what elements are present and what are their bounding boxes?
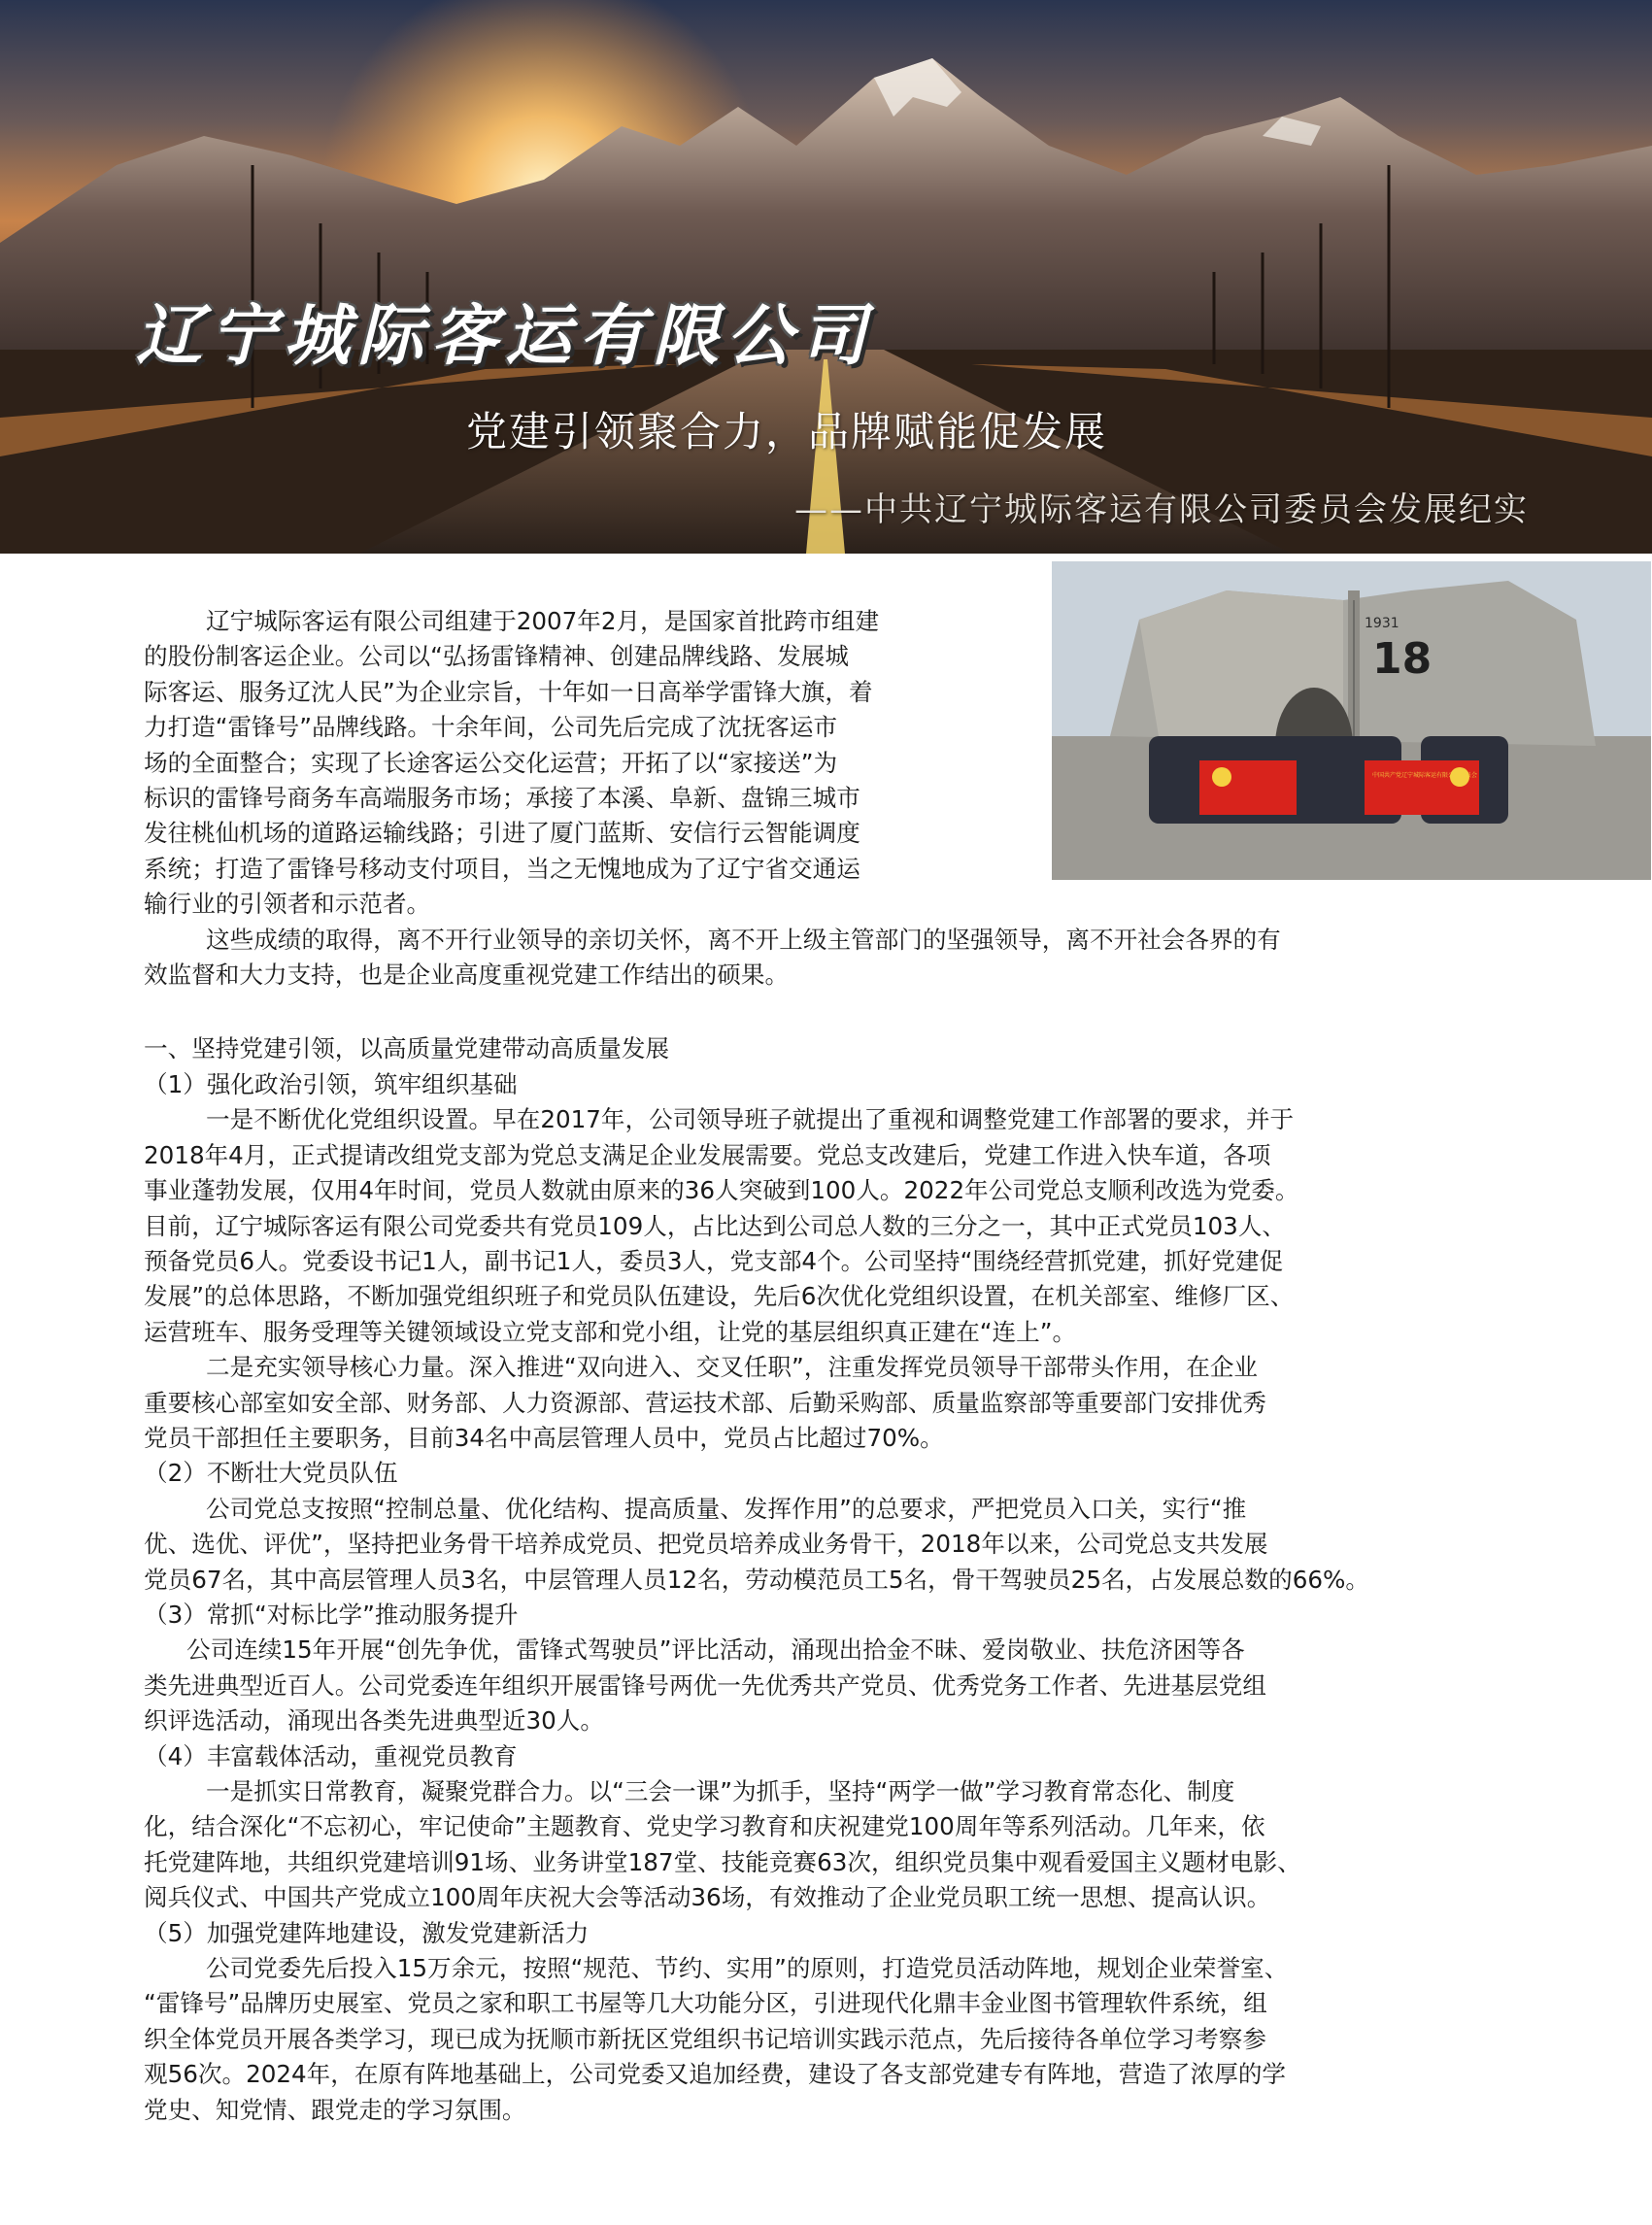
subsection-heading: （3）常抓“对标比学”推动服务提升 [144, 1600, 519, 1629]
subsection-heading: （5）加强党建阵地建设，激发党建新活力 [144, 1918, 590, 1947]
text-line: 类先进典型近百人。公司党委连年组织开展雷锋号两优一先优秀共产党员、优秀党务工作者、先进基层党组 [144, 1670, 1266, 1700]
banner-landscape-image [0, 0, 1652, 554]
intro-paragraph-2 [144, 923, 1484, 994]
section-heading: 一、坚持党建引领，以高质量党建带动高质量发展 [144, 1034, 670, 1063]
flag-text: 中国共产党辽宁城际客运有限公司委员会 [1372, 772, 1478, 779]
subsection-heading: （4）丰富载体活动，重视党员教育 [144, 1741, 518, 1770]
company-title: 辽宁城际客运有限公司 [136, 298, 875, 375]
text-line: 党员干部担任主要职务，目前34名中高层管理人员中，党员占比超过70%。 [144, 1423, 944, 1452]
text-line: 发往桃仙机场的道路运输线路；引进了厦门蓝斯、安信行云智能调度 [144, 819, 860, 848]
text-line: 标识的雷锋号商务车高端服务市场；承接了本溪、阜新、盘锦三城市 [144, 784, 860, 813]
text-line: 观56次。2024年，在原有阵地基础上，公司党委又追加经费，建设了各支部党建专有阵地，营造了浓厚的学 [144, 2060, 1287, 2089]
text-line: “雷锋号”品牌历史展室、党员之家和职工书屋等几大功能分区，引进现代化鼎丰金业图书管理软件系统，组 [144, 1989, 1267, 2018]
text-line: 效监督和大力支持，也是企业高度重视党建工作结出的硕果。 [144, 961, 790, 990]
subsection-heading: （1）强化政治引领，筑牢组织基础 [144, 1069, 518, 1098]
monument-year: 1931 [1365, 616, 1399, 631]
text-line: 输行业的引领者和示范者。 [144, 890, 431, 919]
header-banner [0, 0, 1652, 554]
text-line: 党员67名，其中高层管理人员3名，中层管理人员12名，劳动模范员工5名，骨干驾驶员25名，占发展总数的66%。 [144, 1565, 1369, 1594]
text-line: 一是抓实日常教育，凝聚党群合力。以“三会一课”为抓手，坚持“两学一做”学习教育常态化、制度 [206, 1777, 1235, 1805]
text-line: 优、选优、评优”，坚持把业务骨干培养成党员、把党员培养成业务骨干，2018年以来，公司党总支共发展 [144, 1530, 1268, 1559]
text-line: 辽宁城际客运有限公司组建于2007年2月，是国家首批跨市组建 [206, 607, 880, 635]
text-line: 2018年4月，正式提请改组党支部为党总支满足企业发展需要。党总支改建后，党建工作进入快车道，各项 [144, 1140, 1271, 1169]
article-byline: ——中共辽宁城际客运有限公司委员会发展纪实 [794, 490, 1529, 529]
text-line: 公司党总支按照“控制总量、优化结构、提高质量、发挥作用”的总要求，严把党员入口关，实行“推 [206, 1494, 1247, 1523]
text-line: 重要核心部室如安全部、财务部、人力资源部、营运技术部、后勤采购部、质量监察部等重要部门安排优秀 [144, 1388, 1266, 1417]
text-line: 系统；打造了雷锋号移动支付项目，当之无愧地成为了辽宁省交通运 [144, 854, 860, 883]
monument-number: 18 [1372, 634, 1433, 684]
text-line: 的股份制客运企业。公司以“弘扬雷锋精神、创建品牌线路、发展城 [144, 642, 849, 671]
text-line: 党史、知党情、跟党走的学习氛围。 [144, 2095, 526, 2124]
text-line: 目前，辽宁城际客运有限公司党委共有党员109人，占比达到公司总人数的三分之一，其中正式党员103人、 [144, 1211, 1287, 1240]
text-line: 织评选活动，涌现出各类先进典型近30人。 [144, 1706, 604, 1736]
text-line: 发展”的总体思路，不断加强党组织班子和党员队伍建设，先后6次优化党组织设置，在机关部室、维修厂区、 [144, 1282, 1295, 1311]
subsection-heading: （2）不断壮大党员队伍 [144, 1459, 398, 1488]
text-line: 二是充实领导核心力量。深入推进“双向进入、交叉任职”，注重发挥党员领导干部带头作用，在企业 [206, 1353, 1259, 1382]
text-line: 际客运、服务辽沈人民”为企业宗旨，十年如一日高举学雷锋大旗，着 [144, 677, 873, 706]
text-line: 一是不断优化党组织设置。早在2017年，公司领导班子就提出了重视和调整党建工作部署的要求，并于 [206, 1105, 1295, 1134]
text-line: 这些成绩的取得，离不开行业领导的亲切关怀，离不开上级主管部门的坚强领导，离不开社会各界的有 [206, 925, 1281, 954]
text-line: 运营班车、服务受理等关键领域设立党支部和党小组，让党的基层组织真正建在“连上”。 [144, 1317, 1077, 1346]
text-line: 力打造“雷锋号”品牌线路。十余年间，公司先后完成了沈抚客运市 [144, 713, 838, 742]
text-line: 预备党员6人。党委设书记1人，副书记1人，委员3人，党支部4个。公司坚持“围绕经营抓党建，抓好党建促 [144, 1246, 1284, 1275]
section-1 [144, 1031, 1484, 2128]
text-line: 化，结合深化“不忘初心，牢记使命”主题教育、党史学习教育和庆祝建党100周年等系列活动。几年来，依 [144, 1812, 1265, 1841]
text-line: 公司连续15年开展“创先争优，雷锋式驾驶员”评比活动，涌现出拾金不昧、爱岗敬业、扶危济困等各 [186, 1635, 1245, 1665]
article-subtitle: 党建引领聚合力，品牌赋能促发展 [466, 408, 1108, 455]
intro-paragraph-1 [144, 604, 1032, 923]
text-line: 阅兵仪式、中国共产党成立100周年庆祝大会等活动36场，有效推动了企业党员职工统一思想、提高认识。 [144, 1883, 1271, 1912]
text-line: 托党建阵地，共组织党建培训91场、业务讲堂187堂、技能竞赛63次，组织党员集中观看爱国主义题材电影、 [144, 1847, 1301, 1876]
text-line: 事业蓬勃发展，仅用4年时间，党员人数就由原来的36人突破到100人。2022年公司党总支顺利改选为党委。 [144, 1176, 1299, 1205]
text-line: 公司党委先后投入15万余元，按照“规范、节约、实用”的原则，打造党员活动阵地，规划企业荣誉室、 [206, 1954, 1289, 1983]
text-line: 织全体党员开展各类学习，现已成为抚顺市新抚区党组织书记培训实践示范点，先后接待各单位学习考察参 [144, 2024, 1266, 2053]
article-body [144, 604, 1484, 2128]
text-line: 场的全面整合；实现了长途客运公交化运营；开拓了以“家接送”为 [144, 748, 838, 777]
